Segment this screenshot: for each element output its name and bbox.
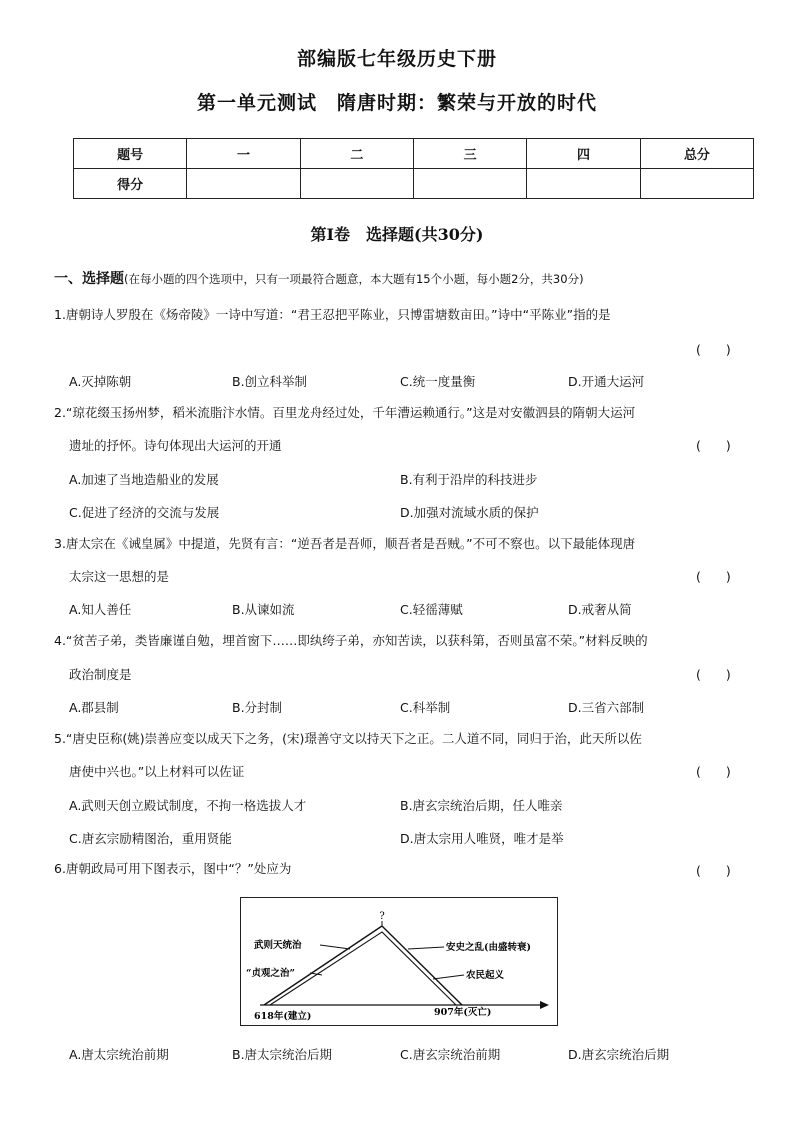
question-2-option-a[interactable]: A.加速了当地造船业的发展 [69,472,219,487]
question-1-option-d[interactable]: D.开通大运河 [568,374,645,389]
document-subtitle: 第一单元测试 隋唐时期：繁荣与开放的时代 [196,92,597,114]
question-5-answer-blank[interactable]: ( ) [696,764,731,779]
question-4-option-d[interactable]: D.三省六部制 [568,700,645,715]
question-2-text-cont: 遗址的抒怀。诗句体现出大运河的开通 [69,438,282,453]
question-1-text: 1.唐朝诗人罗殷在《炀帝陵》一诗中写道：“君王忍把平陈业，只博雷塘数亩田。”诗中“平陈业”指的是 [54,307,611,322]
score-table [73,138,754,199]
question-1-option-b[interactable]: B.创立科举制 [232,374,308,389]
question-4-option-c[interactable]: C.科举制 [400,700,451,715]
part-note: (在每小题的四个选项中，只有一项最符合题意，本大题有15个小题，每小题2分，共30分) [124,272,584,286]
label-start-year: 618年(建立) [254,1011,312,1022]
score-table-score-row [74,169,754,199]
question-6-text: 6.唐朝政局可用下图表示，图中“？”处应为 [54,861,292,876]
score-blank-cell[interactable] [413,169,526,199]
question-5-option-b[interactable]: B.唐玄宗统治后期，任人唯亲 [400,798,563,813]
label-zhenguan: “贞观之治” [246,968,295,979]
question-5-text-cont: 唐使中兴也。”以上材料可以佐证 [69,764,245,779]
part-heading [54,268,584,288]
section-title: 第Ⅰ卷 选择题(共30分) [310,225,484,244]
label-end-year: 907年(灭亡) [434,1007,492,1018]
question-3-option-d[interactable]: D.戒奢从简 [568,602,632,617]
score-header-cell: 题号 [74,139,187,169]
score-header-cell: 二 [300,139,413,169]
diagram-frame [241,898,558,1026]
question-3-option-a[interactable]: A.知人善任 [69,602,132,617]
question-3-text: 3.唐太宗在《诫皇属》中提道，先贤有言：“逆吾者是吾师，顺吾者是吾贼。”不可不察也。以下最能体现唐 [54,536,636,551]
question-1-option-c[interactable]: C.统一度量衡 [400,374,476,389]
score-blank-cell[interactable] [187,169,300,199]
question-5-option-a[interactable]: A.武则天创立殿试制度，不拘一格选拔人才 [69,798,307,813]
question-4-text: 4.“贫苦子弟，类皆廉谨自勉，埋首窗下……即纨绔子弟，亦知苦读，以获科第，否则虽富不荣。”材料反映的 [54,633,648,648]
score-blank-cell[interactable] [640,169,753,199]
question-1-option-a[interactable]: A.灭掉陈朝 [69,374,132,389]
question-2-answer-blank[interactable]: ( ) [696,438,731,453]
score-header-cell: 三 [413,139,526,169]
score-blank-cell[interactable] [300,169,413,199]
score-header-cell: 总分 [640,139,753,169]
diagram-svg [240,897,558,1026]
question-3-text-cont: 太宗这一思想的是 [69,569,170,584]
peak-question-mark: ? [379,911,385,922]
question-5-option-c[interactable]: C.唐玄宗励精图治，重用贤能 [69,831,232,846]
question-1-answer-blank[interactable]: ( ) [696,342,731,357]
question-2-text: 2.“琼花缀玉扬州梦，稻米流脂汴水情。百里龙舟经过处，千年漕运赖通行。”这是对安徽泗县的隋朝大运河 [54,405,636,420]
document-title: 部编版七年级历史下册 [296,48,497,70]
label-anshi-rebellion: 安史之乱(由盛转衰) [446,942,531,953]
question-2-option-d[interactable]: D.加强对流域水质的保护 [400,505,539,520]
question-3-option-c[interactable]: C.轻徭薄赋 [400,602,463,617]
question-5-text: 5.“唐史臣称(姚)崇善应变以成天下之务，(宋)璟善守文以持天下之正。二人道不同，同归于治，此天所以佐 [54,731,642,746]
question-6-option-d[interactable]: D.唐玄宗统治后期 [568,1047,670,1062]
question-2-option-b[interactable]: B.有利于沿岸的科技进步 [400,472,538,487]
label-wu-zetian: 武则天统治 [254,940,302,951]
question-6-answer-blank[interactable]: ( ) [696,863,731,878]
part-label: 一、选择题 [54,271,124,287]
score-table-header-row [74,139,754,169]
question-4-text-cont: 政治制度是 [69,667,132,682]
question-6-option-b[interactable]: B.唐太宗统治后期 [232,1047,333,1062]
question-6-option-c[interactable]: C.唐玄宗统治前期 [400,1047,501,1062]
score-header-cell: 四 [527,139,640,169]
question-6-option-a[interactable]: A.唐太宗统治前期 [69,1047,169,1062]
score-row-label: 得分 [74,169,187,199]
question-4-option-a[interactable]: A.郡县制 [69,700,119,715]
question-3-option-b[interactable]: B.从谏如流 [232,602,295,617]
score-header-cell: 一 [187,139,300,169]
question-5-option-d[interactable]: D.唐太宗用人唯贤，唯才是举 [400,831,564,846]
tang-politics-diagram [240,897,558,1026]
question-4-answer-blank[interactable]: ( ) [696,667,731,682]
label-peasant-uprising: 农民起义 [466,970,505,981]
question-3-answer-blank[interactable]: ( ) [696,569,731,584]
question-2-option-c[interactable]: C.促进了经济的交流与发展 [69,505,220,520]
score-blank-cell[interactable] [527,169,640,199]
question-4-option-b[interactable]: B.分封制 [232,700,283,715]
